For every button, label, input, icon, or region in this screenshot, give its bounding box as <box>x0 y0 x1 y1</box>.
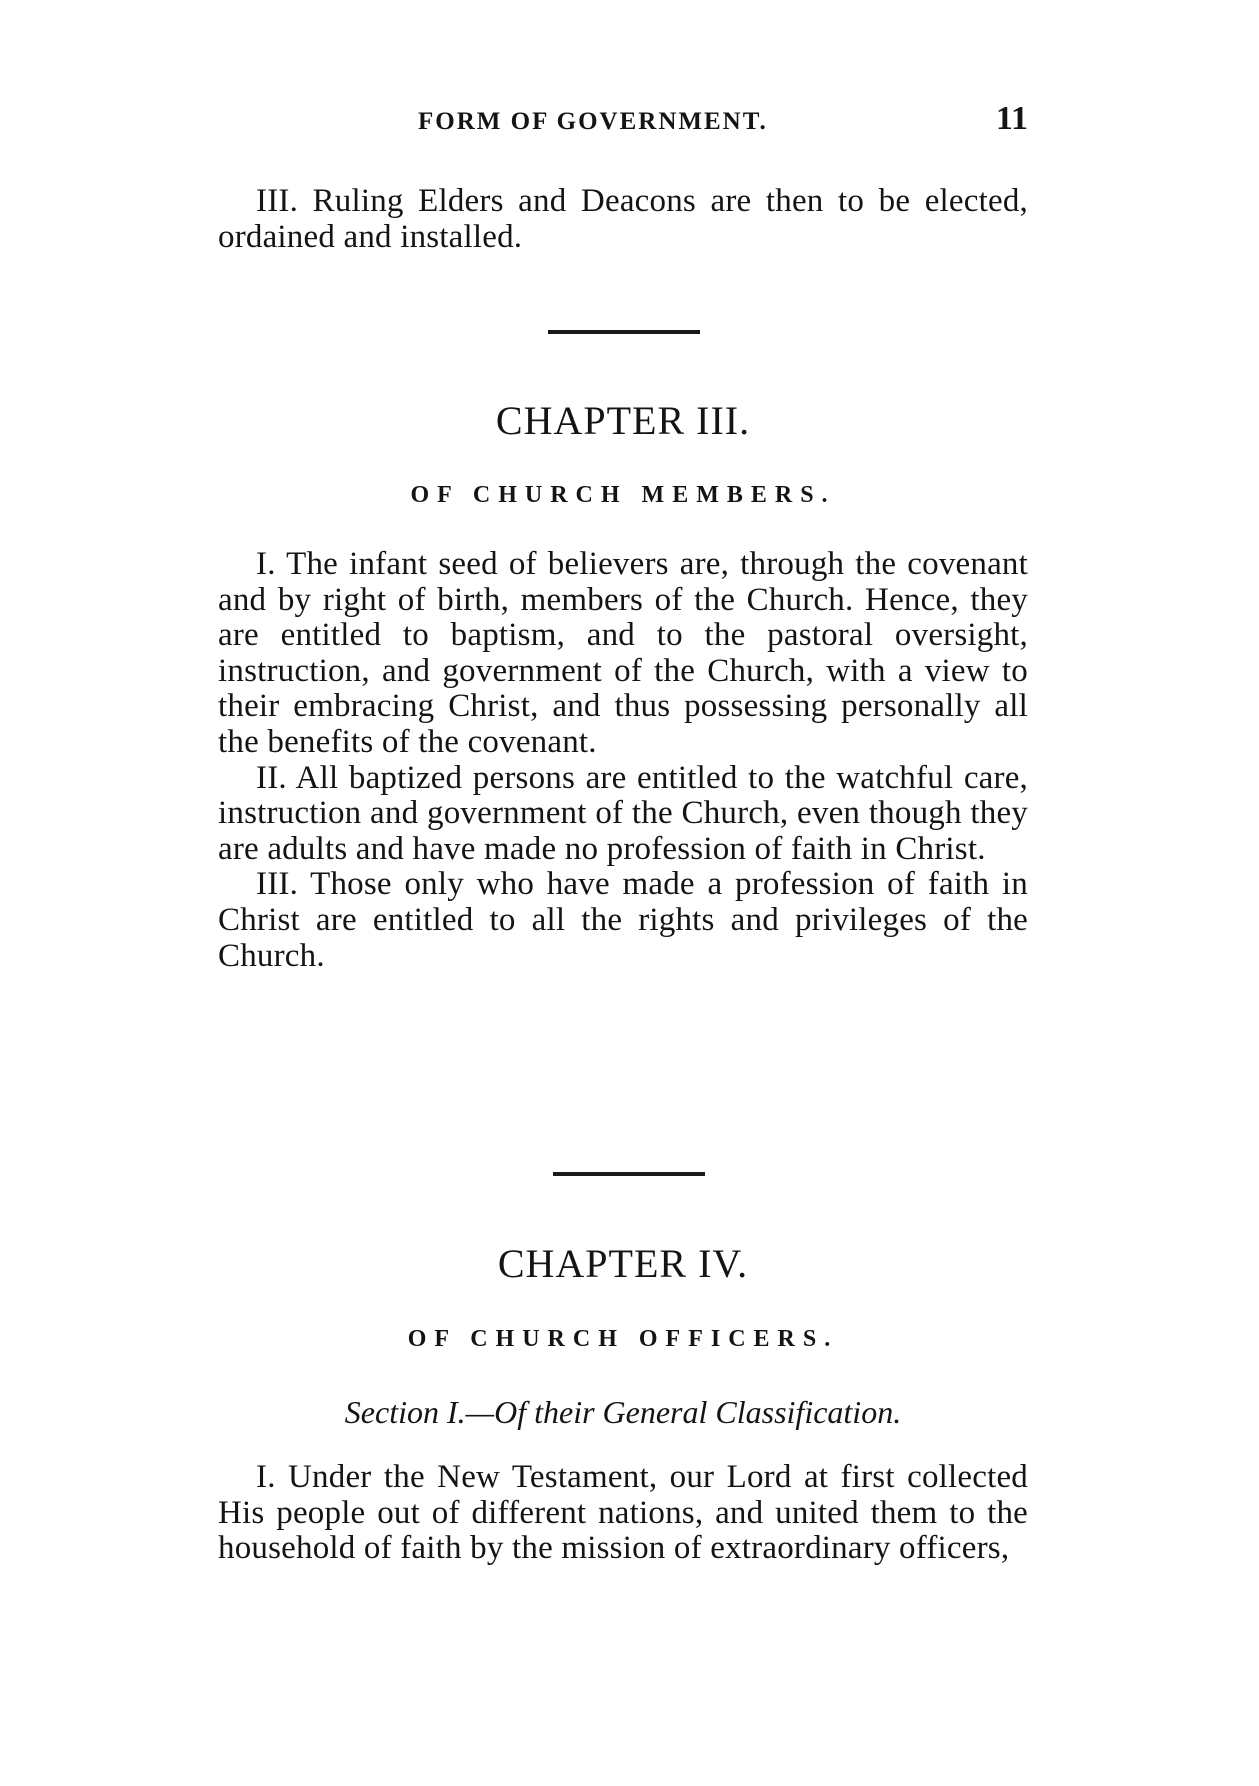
section-divider <box>553 1172 705 1176</box>
chapter-4-paragraph: I. Under the New Testament, our Lord at first collected His people out of different nations, and united them to the household of faith by the mission of extraordinary officers, <box>218 1459 1028 1567</box>
running-title: FORM OF GOVERNMENT. <box>418 108 768 135</box>
chapter-3-body <box>218 547 1028 974</box>
chapter-3-paragraph: I. The infant seed of believers are, through the covenant and by right of birth, members of the Church. Hence, they are entitled to baptism, and to the pastoral oversight, instruction, and government of the Church, with a view to their embracing Christ, and thus possessing personally all the benefits of the covenant. <box>218 546 1028 760</box>
section-divider <box>548 330 700 334</box>
running-header <box>218 100 1028 142</box>
chapter-3-subtitle: OF CHURCH MEMBERS. <box>410 482 836 508</box>
chapter-4-body <box>218 1460 1028 1567</box>
chapter-4-title: CHAPTER IV. <box>497 1241 749 1286</box>
page-number: 11 <box>995 100 1028 137</box>
chapter-3-title: CHAPTER III. <box>495 398 751 443</box>
section-title: Section I.—Of their General Classification. <box>344 1394 902 1430</box>
chapter-3-paragraph: III. Those only who have made a profession of faith in Christ are entitled to all the rights and privileges of the Church. <box>218 866 1028 974</box>
chapter-4-subtitle: OF CHURCH OFFICERS. <box>407 1326 839 1352</box>
intro-paragraph: III. Ruling Elders and Deacons are then to be elected, ordained and installed. <box>218 183 1028 255</box>
chapter-3-paragraph: II. All baptized persons are entitled to the watchful care, instruction and government of the Church, even though they are adults and have made no profession of faith in Christ. <box>218 759 1028 867</box>
